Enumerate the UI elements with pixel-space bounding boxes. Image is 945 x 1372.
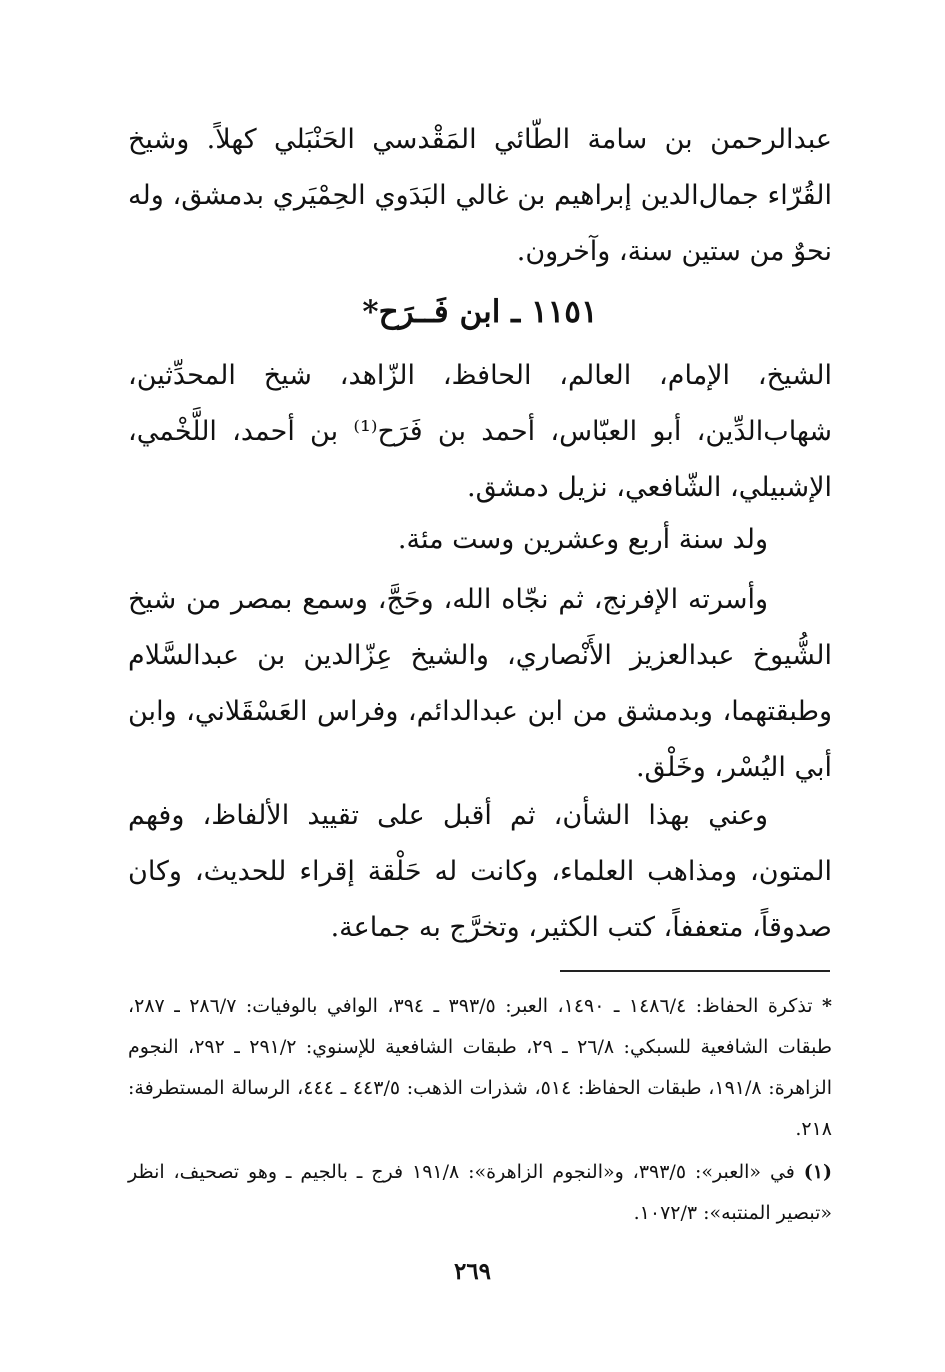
footnote-divider: [560, 970, 830, 972]
footnote-1-text: في «العبر»: ٣٩٣/٥، و«النجوم الزاهرة»: ١٩١/٨ فرج ـ بالجيم ـ وهو تصحيف، انظر «تبصير المنتبه»: ١٠٧٢/٣.: [128, 1161, 832, 1224]
paragraph-teachers: وأسرته الإفرنج، ثم نجّاه الله، وحَجَّ، وسمع بمصر من شيخ الشُّيوخ عبدالعزيز الأَنْصاري، والشيخ عِزّالدين بن عبدالسَّلام وطبقتهما، وبدمشق من ابن عبدالدائم، وفراس العَسْقَلاني، وابن أبي اليُسْر، وخَلْق.: [128, 584, 832, 783]
footnote-sources: [128, 986, 832, 1150]
footnote-marker-star: *: [822, 995, 832, 1017]
paragraph-birth: ولد سنة أربع وعشرين وست مئة.: [397, 524, 768, 555]
paragraph-titles: الشيخ، الإمام، العالم، الحافظ، الزّاهد، شيخ المحدِّثين، شهاب‌الدِّين، أبو العبّاس، أحمد بن فَرَح⁽¹⁾ بن أحمد، اللَّخْمي، الإشبيلي، الشّافعي، نزيل دمشق.: [128, 360, 832, 503]
page-number: ٢٦٩: [453, 1258, 492, 1285]
entry-heading: ١١٥١ ـ ابن فَــرَح*: [362, 294, 598, 330]
paragraph-continuation: عبدالرحمن بن سامة الطّائي المَقْدسي الحَنْبَلي كهلاً. وشيخ القُرّاء جمال‌الدين إبراهيم بن غالي البَدَوي الحِمْيَري بدمشق، وله نحوٌ من ستين سنة، وآخرون.: [128, 124, 832, 267]
footnote-1: [128, 1152, 832, 1234]
footnote-sources-text: تذكرة الحفاظ: ١٤٨٦/٤ ـ ١٤٩٠، العبر: ٣٩٣/٥ ـ ٣٩٤، الوافي بالوفيات: ٢٨٦/٧ ـ ٢٨٧، طبقات الشافعية للسبكي: ٢٦/٨ ـ ٢٩، طبقات الشافعية للإسنوي: ٢٩١/٢ ـ ٢٩٢، النجوم الزاهرة: ١٩١/٨، طبقات الحفاظ: ٥١٤، شذرات الذهب: ٤٤٣/٥ ـ ٤٤٤، الرسالة المستطرفة: ٢١٨.: [128, 995, 832, 1140]
footnote-marker-1: (١): [803, 1161, 832, 1183]
paragraph-scholarship: وعني بهذا الشأن، ثم أقبل على تقييد الألفاظ، وفهم المتون، ومذاهب العلماء، وكانت له حَلْقة إقراء للحديث، وكان صدوقاً، متعففاً، كتب الكثير، وتخرَّج به جماعة.: [128, 800, 832, 943]
